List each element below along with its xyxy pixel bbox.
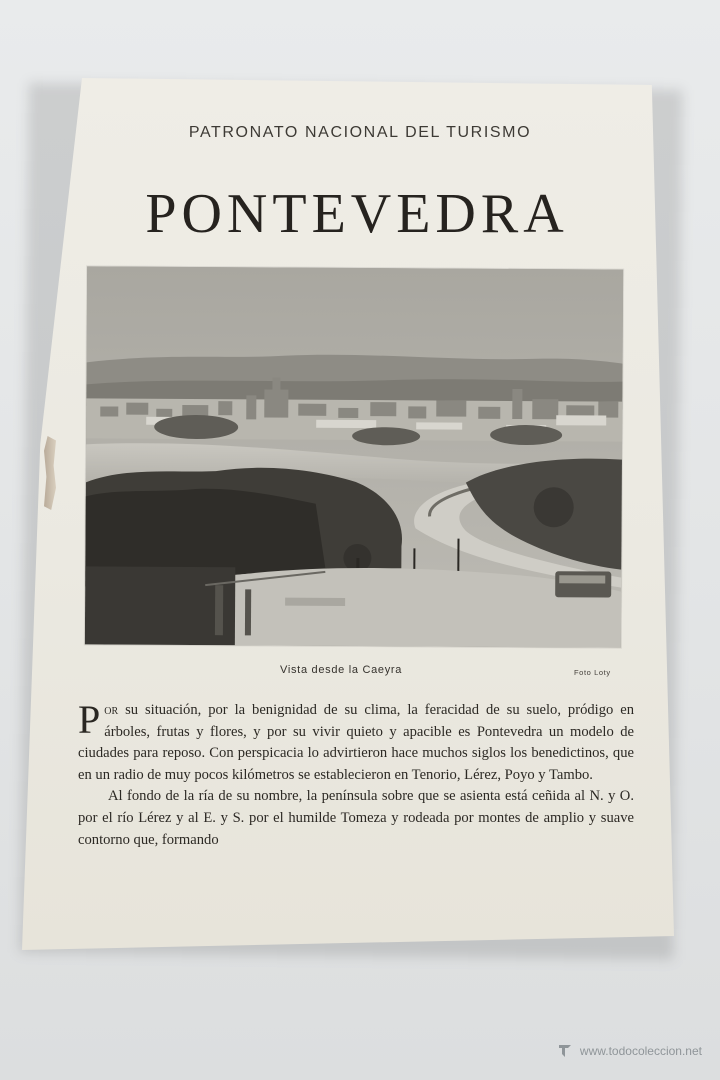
body-text bbox=[78, 697, 634, 851]
paragraph-1-text: su situación, por la benignidad de su clima, la feracidad de su suelo, pródigo en árboles, frutas y flores, y por su vivir quieto y apacible es Pontevedra un modelo de ciudades para reposo. Con perspicacia lo advirtieron hace muchos siglos los benedictinos, que en un radio de muy pocos kilómetros se establecieron en Tenorio, Lérez, Poyo y Tambo. bbox=[78, 702, 634, 783]
paragraph-2: Al fondo de la ría de su nombre, la península sobre que se asienta está ceñida al N. y O. por el río Lérez y al E. y S. por el humilde Tomeza y rodeada por montes de amplio y suave contorno que, formando bbox=[78, 788, 634, 848]
drop-cap: P bbox=[78, 697, 101, 742]
page-title: PONTEVEDRA bbox=[145, 183, 569, 245]
photo-credit: Foto Loty bbox=[574, 668, 611, 677]
watermark bbox=[556, 1042, 702, 1060]
drop-cap-lead: or bbox=[104, 702, 119, 718]
city-view-photo bbox=[85, 266, 623, 647]
watermark-text: www.todocoleccion.net bbox=[579, 1044, 702, 1058]
todocoleccion-logo-icon bbox=[556, 1042, 574, 1060]
paragraph-1 bbox=[78, 697, 634, 786]
photo-caption: Vista desde la Caeyra bbox=[280, 664, 403, 676]
organization-heading: PATRONATO NACIONAL DEL TURISMO bbox=[188, 124, 532, 141]
